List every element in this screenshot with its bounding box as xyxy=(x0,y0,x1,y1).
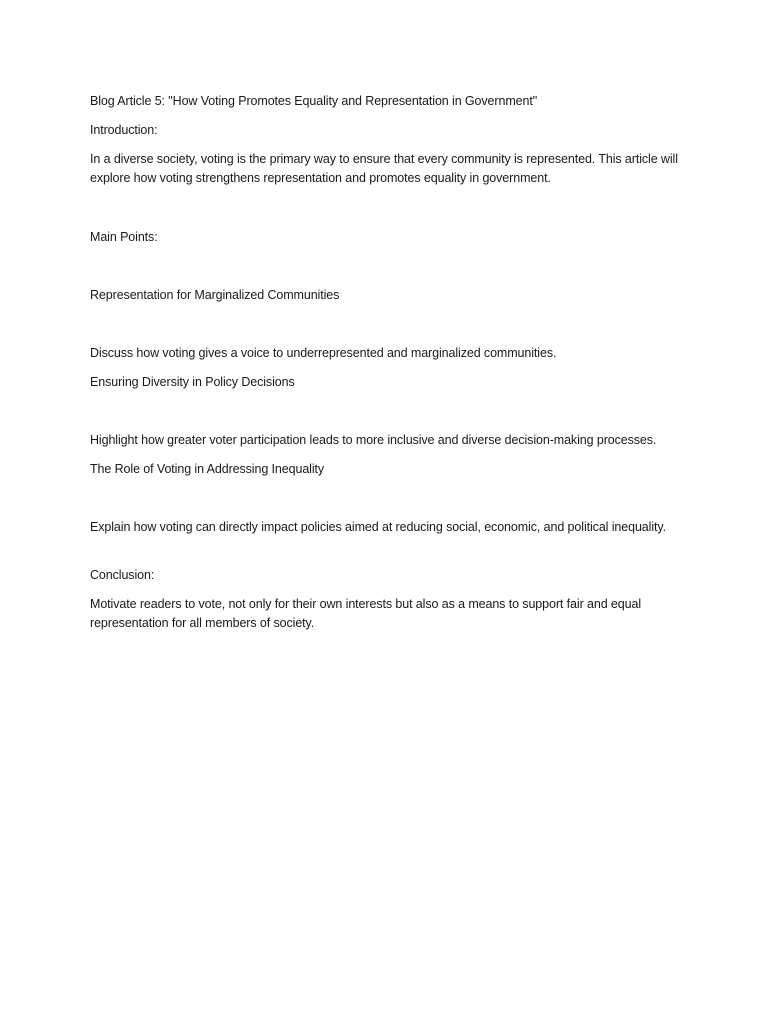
document-title: Blog Article 5: "How Voting Promotes Equality and Representation in Government" xyxy=(90,94,538,108)
conclusion-heading: Conclusion: xyxy=(90,568,155,582)
point-heading: Ensuring Diversity in Policy Decisions xyxy=(90,375,295,389)
point-heading: Representation for Marginalized Communities xyxy=(90,288,340,302)
introduction-heading: Introduction: xyxy=(90,123,158,137)
point-body: Explain how voting can directly impact policies aimed at reducing social, economic, and political inequality. xyxy=(90,520,666,534)
introduction-paragraph: In a diverse society, voting is the primary way to ensure that every community is represented. This article will explore how voting strengthens representation and promotes equality in government. xyxy=(90,152,678,185)
point-heading: The Role of Voting in Addressing Inequality xyxy=(90,462,325,476)
conclusion-paragraph: Motivate readers to vote, not only for their own interests but also as a means to support fair and equal representation for all members of society. xyxy=(90,597,642,630)
point-body: Discuss how voting gives a voice to underrepresented and marginalized communities. xyxy=(90,346,557,360)
main-points-heading: Main Points: xyxy=(90,230,158,244)
point-body: Highlight how greater voter participation leads to more inclusive and diverse decision-making processes. xyxy=(90,433,657,447)
